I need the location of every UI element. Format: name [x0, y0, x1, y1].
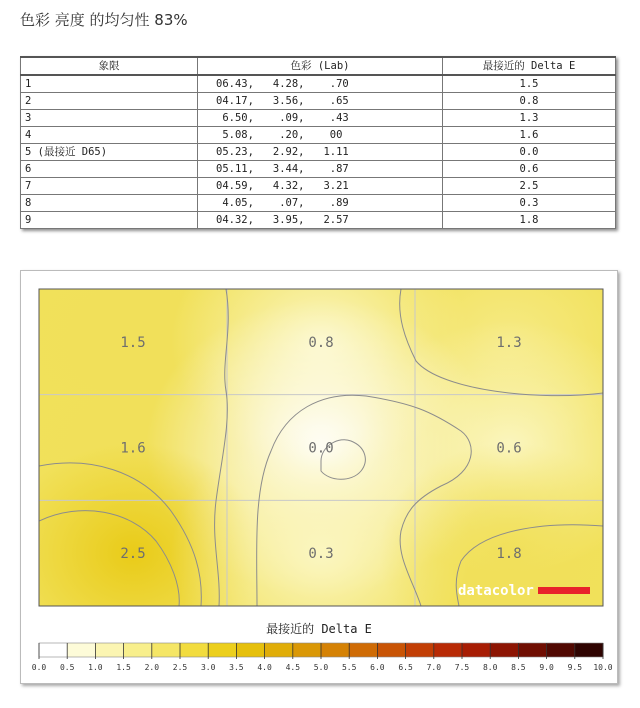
table-row [21, 93, 616, 110]
table-row [21, 195, 616, 212]
colorbar-segment [575, 643, 604, 657]
table-row [21, 161, 616, 178]
lab-cell: 04.17, 3.56, .65 [198, 93, 443, 110]
colorbar-segment [67, 643, 96, 657]
cell-value-label: 1.6 [120, 440, 146, 457]
table-row [21, 178, 616, 195]
quadrant-cell: 8 [21, 195, 198, 212]
delta-e-cell: 1.3 [443, 110, 616, 127]
quadrant-table [20, 56, 616, 229]
colorbar-segment [180, 643, 209, 657]
page-title: 色彩 亮度 的均匀性 83% [20, 11, 188, 29]
quadrant-cell: 1 [21, 75, 198, 93]
lab-cell: 04.32, 3.95, 2.57 [198, 212, 443, 229]
colorbar-tick-label: 3.5 [229, 663, 244, 672]
colorbar-tick-label: 2.5 [172, 663, 188, 672]
cell-value-label: 0.0 [308, 440, 334, 457]
colorbar-tick-label: 9.5 [567, 663, 583, 672]
colorbar-tick-label: 7.5 [454, 663, 470, 672]
colorbar-segment [265, 643, 294, 657]
cell-value-label: 0.6 [496, 440, 522, 457]
delta-e-cell: 1.6 [443, 127, 616, 144]
lab-cell: 05.11, 3.44, .87 [198, 161, 443, 178]
table-row [21, 212, 616, 229]
colorbar-tick-label: 10.0 [593, 663, 613, 672]
colorbar-tick-label: 8.0 [482, 663, 498, 672]
colorbar-tick-label: 3.0 [200, 663, 216, 672]
cell-value-label: 0.3 [308, 546, 334, 563]
lab-cell: 05.23, 2.92, 1.11 [198, 144, 443, 161]
colorbar-segment [39, 643, 68, 657]
quadrant-cell: 9 [21, 212, 198, 229]
colorbar-label: 最接近的 Delta E [266, 622, 372, 636]
lab-cell: 04.59, 4.32, 3.21 [198, 178, 443, 195]
col-header-delta-e: 最接近的 Delta E [443, 57, 616, 75]
colorbar-segment [208, 643, 237, 657]
colorbar-segment [124, 643, 153, 657]
quadrant-cell: 3 [21, 110, 198, 127]
quadrant-cell: 2 [21, 93, 198, 110]
lab-cell: 6.50, .09, .43 [198, 110, 443, 127]
colorbar-segment [462, 643, 491, 657]
colorbar-segment [377, 643, 406, 657]
delta-e-cell: 0.0 [443, 144, 616, 161]
delta-e-cell: 0.3 [443, 195, 616, 212]
delta-e-cell: 0.8 [443, 93, 616, 110]
colorbar-segment [490, 643, 519, 657]
uniformity-heatmap-svg [21, 271, 617, 683]
col-header-lab: 色彩 (Lab) [198, 57, 443, 75]
brand-text: datacolor [458, 583, 534, 599]
lab-cell: 06.43, 4.28, .70 [198, 75, 443, 93]
colorbar-tick-label: 0.0 [31, 663, 47, 672]
colorbar-segment [518, 643, 547, 657]
table-row [21, 75, 616, 93]
table-row [21, 144, 616, 161]
quadrant-cell: 7 [21, 178, 198, 195]
colorbar-tick-label: 5.0 [313, 663, 329, 672]
colorbar-segment [293, 643, 322, 657]
cell-value-label: 1.8 [496, 546, 522, 563]
table-row [21, 110, 616, 127]
colorbar-tick-label: 6.0 [370, 663, 385, 672]
colorbar-segment [152, 643, 181, 657]
colorbar-segment [95, 643, 124, 657]
col-header-quadrant: 象限 [21, 57, 198, 75]
delta-e-cell: 2.5 [443, 178, 616, 195]
colorbar-segment [406, 643, 435, 657]
delta-e-cell: 0.6 [443, 161, 616, 178]
uniformity-chart [20, 270, 618, 684]
colorbar-tick-label: 1.5 [116, 663, 131, 672]
quadrant-cell: 5 (最接近 D65) [21, 144, 198, 161]
colorbar-segment [236, 643, 265, 657]
colorbar-tick-label: 4.5 [285, 663, 301, 672]
quadrant-cell: 6 [21, 161, 198, 178]
delta-e-cell: 1.8 [443, 212, 616, 229]
cell-value-label: 2.5 [120, 546, 146, 563]
colorbar-segment [349, 643, 378, 657]
colorbar-tick-label: 5.5 [341, 663, 357, 672]
colorbar-tick-label: 4.0 [257, 663, 272, 672]
colorbar-segment [547, 643, 576, 657]
colorbar-segment [321, 643, 350, 657]
table-row [21, 127, 616, 144]
brand-bar [538, 587, 590, 594]
cell-value-label: 0.8 [308, 334, 334, 351]
colorbar-tick-label: 8.5 [511, 663, 526, 672]
colorbar-segment [434, 643, 463, 657]
colorbar-tick-label: 2.0 [144, 663, 160, 672]
colorbar-tick-label: 7.0 [426, 663, 442, 672]
lab-cell: 4.05, .07, .89 [198, 195, 443, 212]
lab-cell: 5.08, .20, 00 [198, 127, 443, 144]
colorbar-tick-label: 1.0 [88, 663, 103, 672]
colorbar-tick-label: 0.5 [59, 663, 75, 672]
delta-e-cell: 1.5 [443, 75, 616, 93]
cell-value-label: 1.5 [120, 334, 146, 351]
colorbar-tick-label: 9.0 [539, 663, 554, 672]
colorbar-tick-label: 6.5 [398, 663, 413, 672]
cell-value-label: 1.3 [496, 334, 522, 351]
quadrant-cell: 4 [21, 127, 198, 144]
